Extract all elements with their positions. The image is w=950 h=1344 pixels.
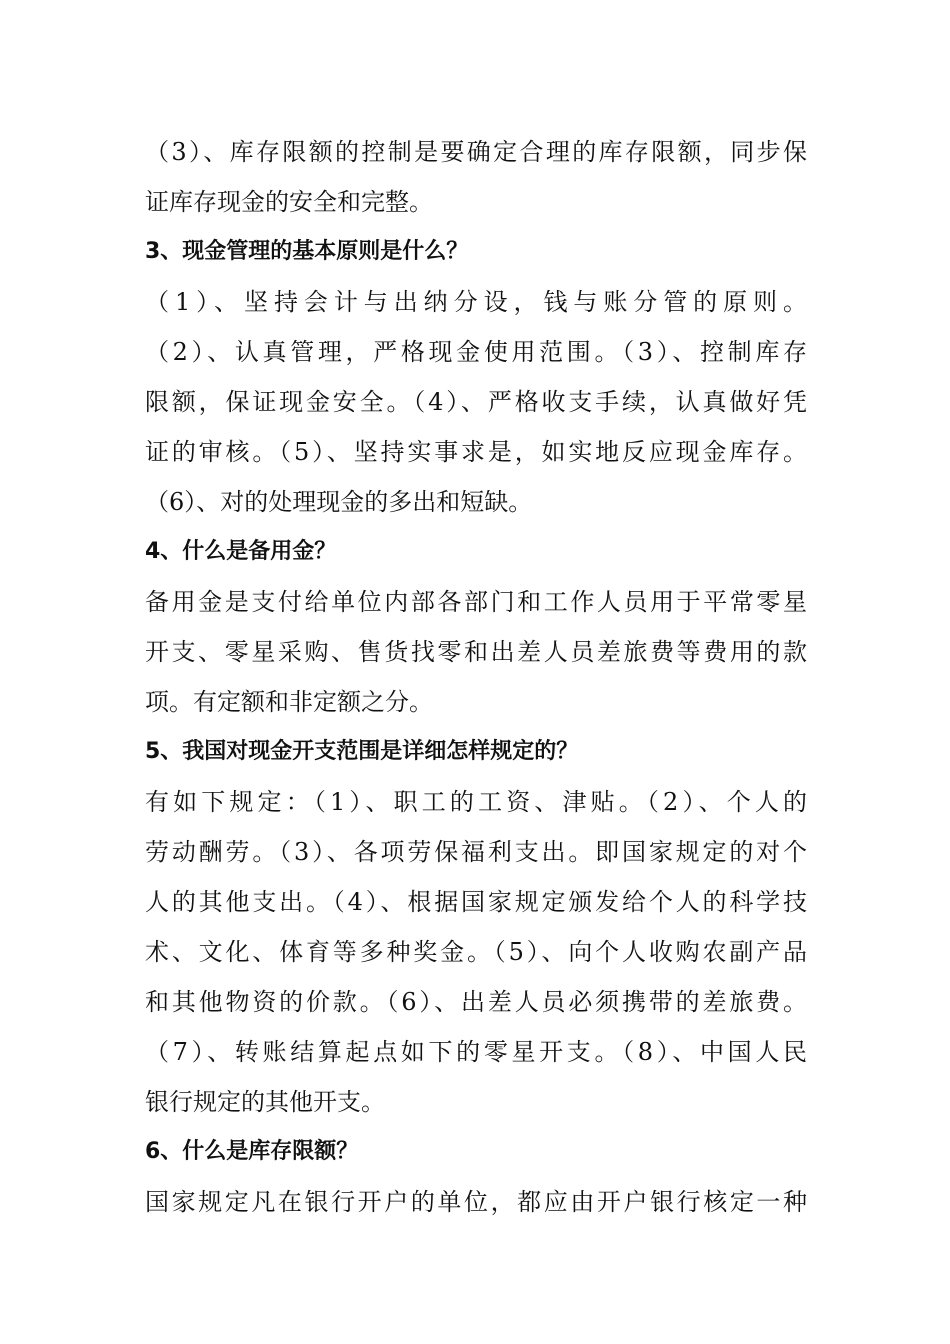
paragraph (145, 127, 807, 227)
text-line: （1）、坚持会计与出纳分设，钱与账分管的原则。 (145, 288, 807, 316)
section-heading-4: 4、什么是备用金？ (145, 539, 337, 564)
text-line: 国家规定凡在银行开户的单位，都应由开户银行核定一种 (145, 1188, 807, 1216)
text-line: 证的审核。（5）、坚持实事求是，如实地反应现金库存。 (145, 438, 807, 466)
text-line: 证库存现金的安全和完整。 (145, 188, 433, 216)
text-line: 开支、零星采购、售货找零和出差人员差旅费等费用的款 (145, 638, 807, 666)
paragraph (145, 1177, 807, 1227)
text-line: 限额，保证现金安全。（4）、严格收支手续，认真做好凭 (145, 388, 807, 416)
text-line: （2）、认真管理，严格现金使用范围。（3）、控制库存 (145, 338, 807, 366)
text-line: 术、文化、体育等多种奖金。（5）、向个人收购农副产品 (145, 938, 807, 966)
document-page (145, 127, 807, 1227)
text-line: 劳动酬劳。（3）、各项劳保福利支出。即国家规定的对个 (145, 838, 807, 866)
text-line: 人的其他支出。（4）、根据国家规定颁发给个人的科学技 (145, 888, 807, 916)
section-heading-5: 5、我国对现金开支范围是详细怎样规定的？ (145, 739, 579, 764)
section-heading-6: 6、什么是库存限额？ (145, 1139, 359, 1164)
text-line: 银行规定的其他开支。 (145, 1088, 385, 1116)
text-line: 项。有定额和非定额之分。 (145, 688, 433, 716)
text-line: （6）、对的处理现金的多出和短缺。 (145, 488, 533, 516)
text-line: 有如下规定：（1）、职工的工资、津贴。（2）、个人的 (145, 788, 807, 816)
paragraph (145, 777, 807, 1127)
section-heading-3: 3、现金管理的基本原则是什么？ (145, 239, 469, 264)
text-line: 备用金是支付给单位内部各部门和工作人员用于平常零星 (145, 588, 807, 616)
text-line: （7）、转账结算起点如下的零星开支。（8）、中国人民 (145, 1038, 807, 1066)
paragraph (145, 277, 807, 527)
text-line: 和其他物资的价款。（6）、出差人员必须携带的差旅费。 (145, 988, 807, 1016)
paragraph (145, 577, 807, 727)
text-line: （3）、库存限额的控制是要确定合理的库存限额，同步保 (145, 138, 807, 166)
